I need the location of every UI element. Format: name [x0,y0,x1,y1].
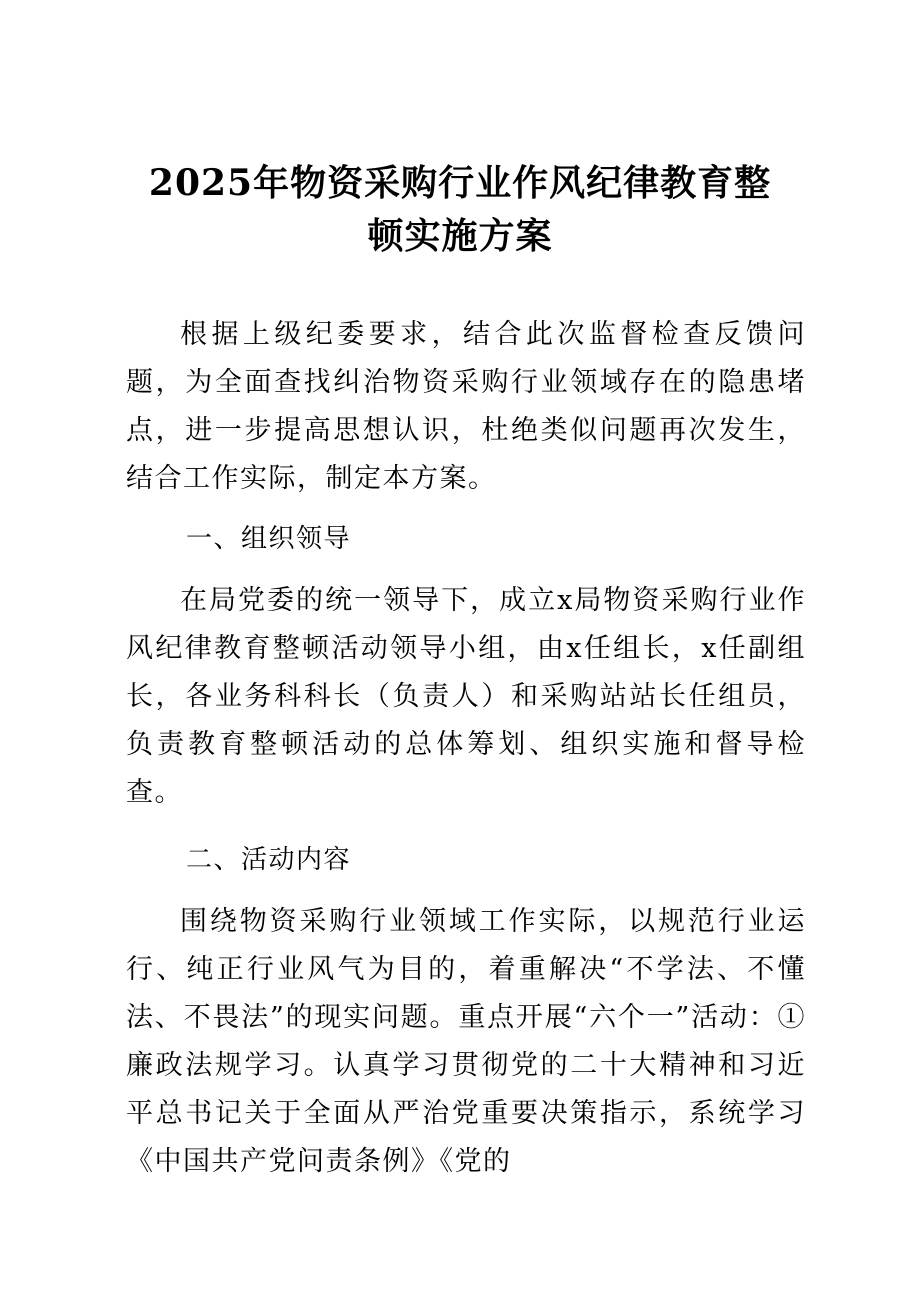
title-line-1: 2025年物资采购行业作风纪律教育整 [148,162,772,204]
section-2-paragraph: 围绕物资采购行业领域工作实际，以规范行业运行、纯正行业风气为目的，着重解决“不学法、不懂法、不畏法”的现实问题。重点开展“六个一”活动：①廉政法规学习。认真学习贯彻党的二十大精神和习近平总书记关于全面从严治党重要决策指示，系统学习《中国共产党问责条例》《党的 [126,906,806,1177]
document-title [0,157,920,263]
section-1-paragraph: 在局党委的统一领导下，成立x局物资采购行业作风纪律教育整顿活动领导小组，由x任组长，x任副组长，各业务科科长（负责人）和采购站站长任组员，负责教育整顿活动的总体筹划、组织实施和督导检查。 [126,585,806,808]
section-2-heading: 二、活动内容 [186,845,352,875]
intro-paragraph: 根据上级纪委要求，结合此次监督检查反馈问题，为全面查找纠治物资采购行业领域存在的隐患堵点，进一步提高思想认识，杜绝类似问题再次发生，结合工作实际，制定本方案。 [126,319,806,494]
section-1-heading: 一、组织领导 [186,524,352,554]
document-body [126,311,806,1186]
title-line-2: 顿实施方案 [367,215,553,257]
